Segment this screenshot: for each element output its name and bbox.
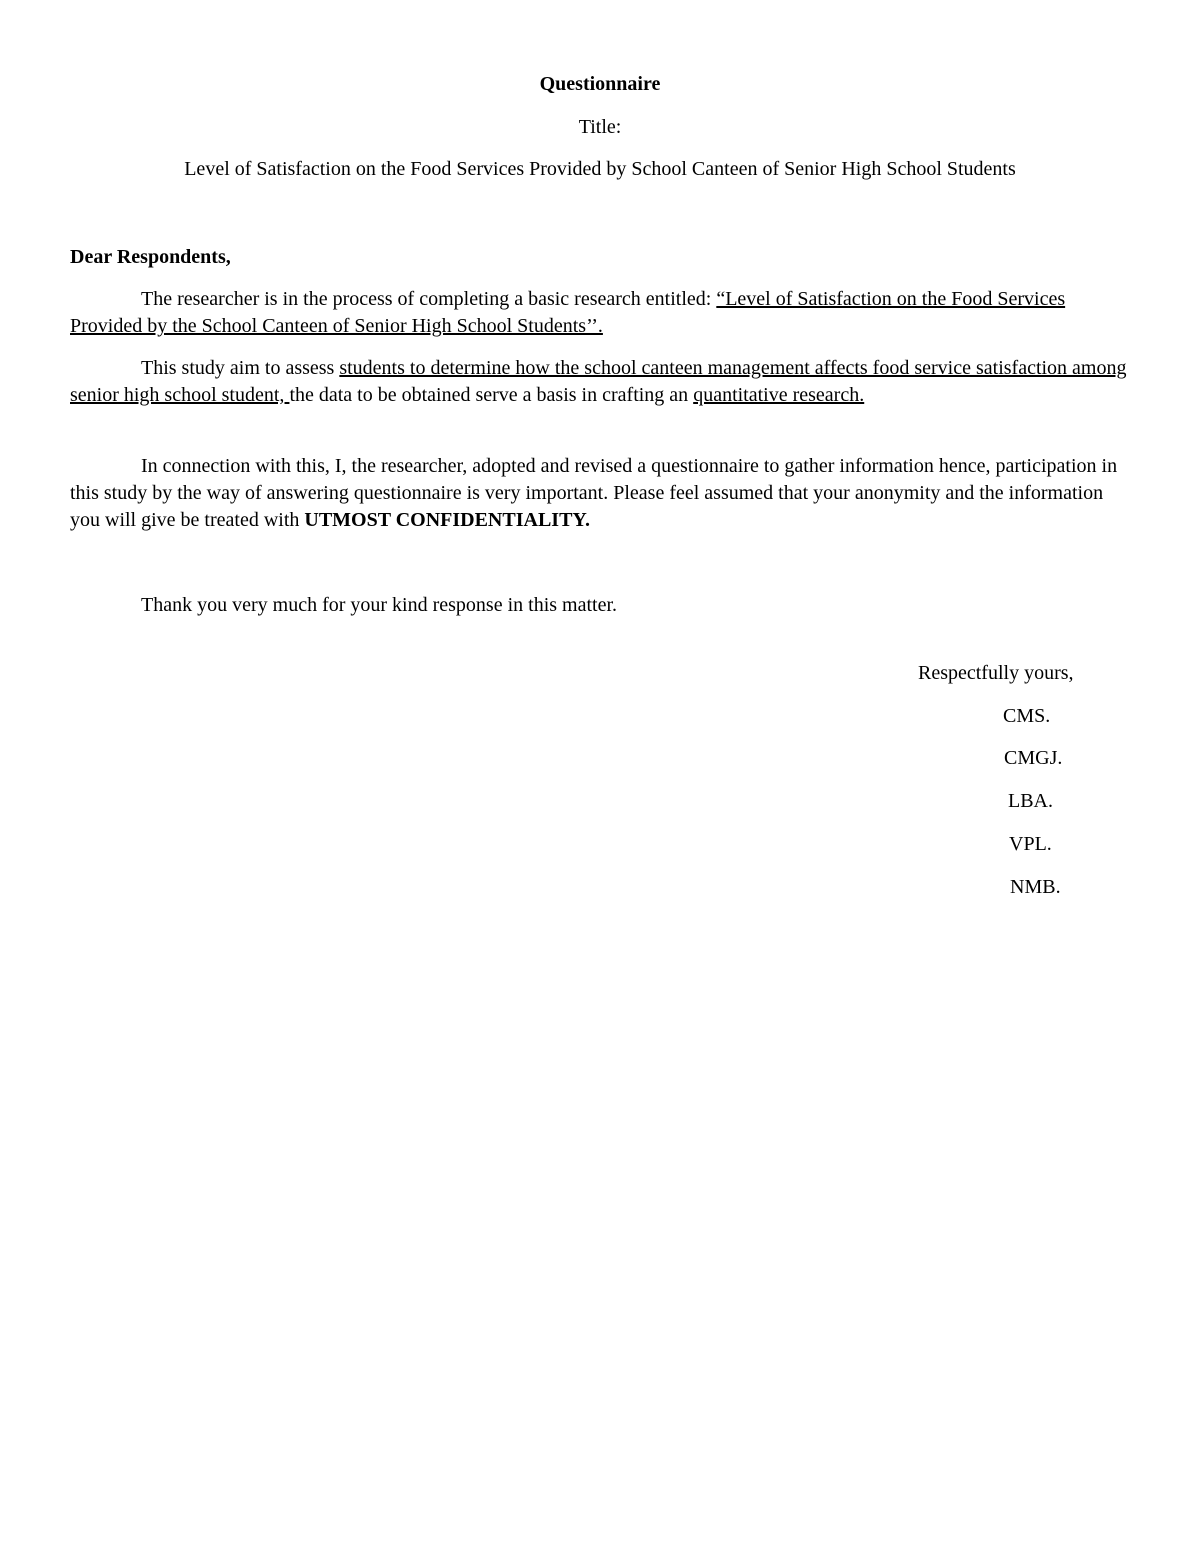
paragraph-intro xyxy=(70,286,1130,340)
confidentiality-emphasis: UTMOST CONFIDENTIALITY. xyxy=(304,509,591,531)
document-title: Questionnaire xyxy=(539,73,661,95)
salutation: Dear Respondents, xyxy=(70,246,231,268)
aim-underlined: students to determine how the school canteen management affects food service satisfaction among senior high school student, xyxy=(70,357,1127,406)
closing: Respectfully yours, xyxy=(918,662,1074,684)
signatory: NMB. xyxy=(1010,876,1061,898)
signatory: CMS. xyxy=(1003,705,1051,727)
paragraph-confidentiality xyxy=(70,453,1130,534)
study-title: Level of Satisfaction on the Food Services Provided by School Canteen of Senior High School Students xyxy=(184,158,1016,180)
signatory: VPL. xyxy=(1009,833,1052,855)
research-title-underlined: “Level of Satisfaction on the Food Services Provided by the School Canteen of Senior High School Students’’. xyxy=(70,288,1066,337)
paragraph-aim xyxy=(70,355,1130,409)
thanks-text: Thank you very much for your kind response in this matter. xyxy=(141,594,618,616)
title-label: Title: xyxy=(578,116,622,138)
paragraph-intro-text: The researcher is in the process of completing a basic research entitled: xyxy=(141,288,717,310)
signatory: LBA. xyxy=(1008,790,1053,812)
paragraph-confidentiality-text: In connection with this, I, the researcher, adopted and revised a questionnaire to gather information hence, participation in this study by the way of answering questionnaire is very important. Please feel assumed that your anonymity and the information you will give be treated with xyxy=(70,455,1118,531)
paragraph-aim-text-b: the data to be obtained serve a basis in crafting an xyxy=(289,384,694,406)
research-type-underlined: quantitative research. xyxy=(693,384,865,406)
paragraph-aim-text-a: This study aim to assess xyxy=(141,357,340,379)
signatory: CMGJ. xyxy=(1004,747,1063,769)
thanks-paragraph xyxy=(70,592,1130,619)
